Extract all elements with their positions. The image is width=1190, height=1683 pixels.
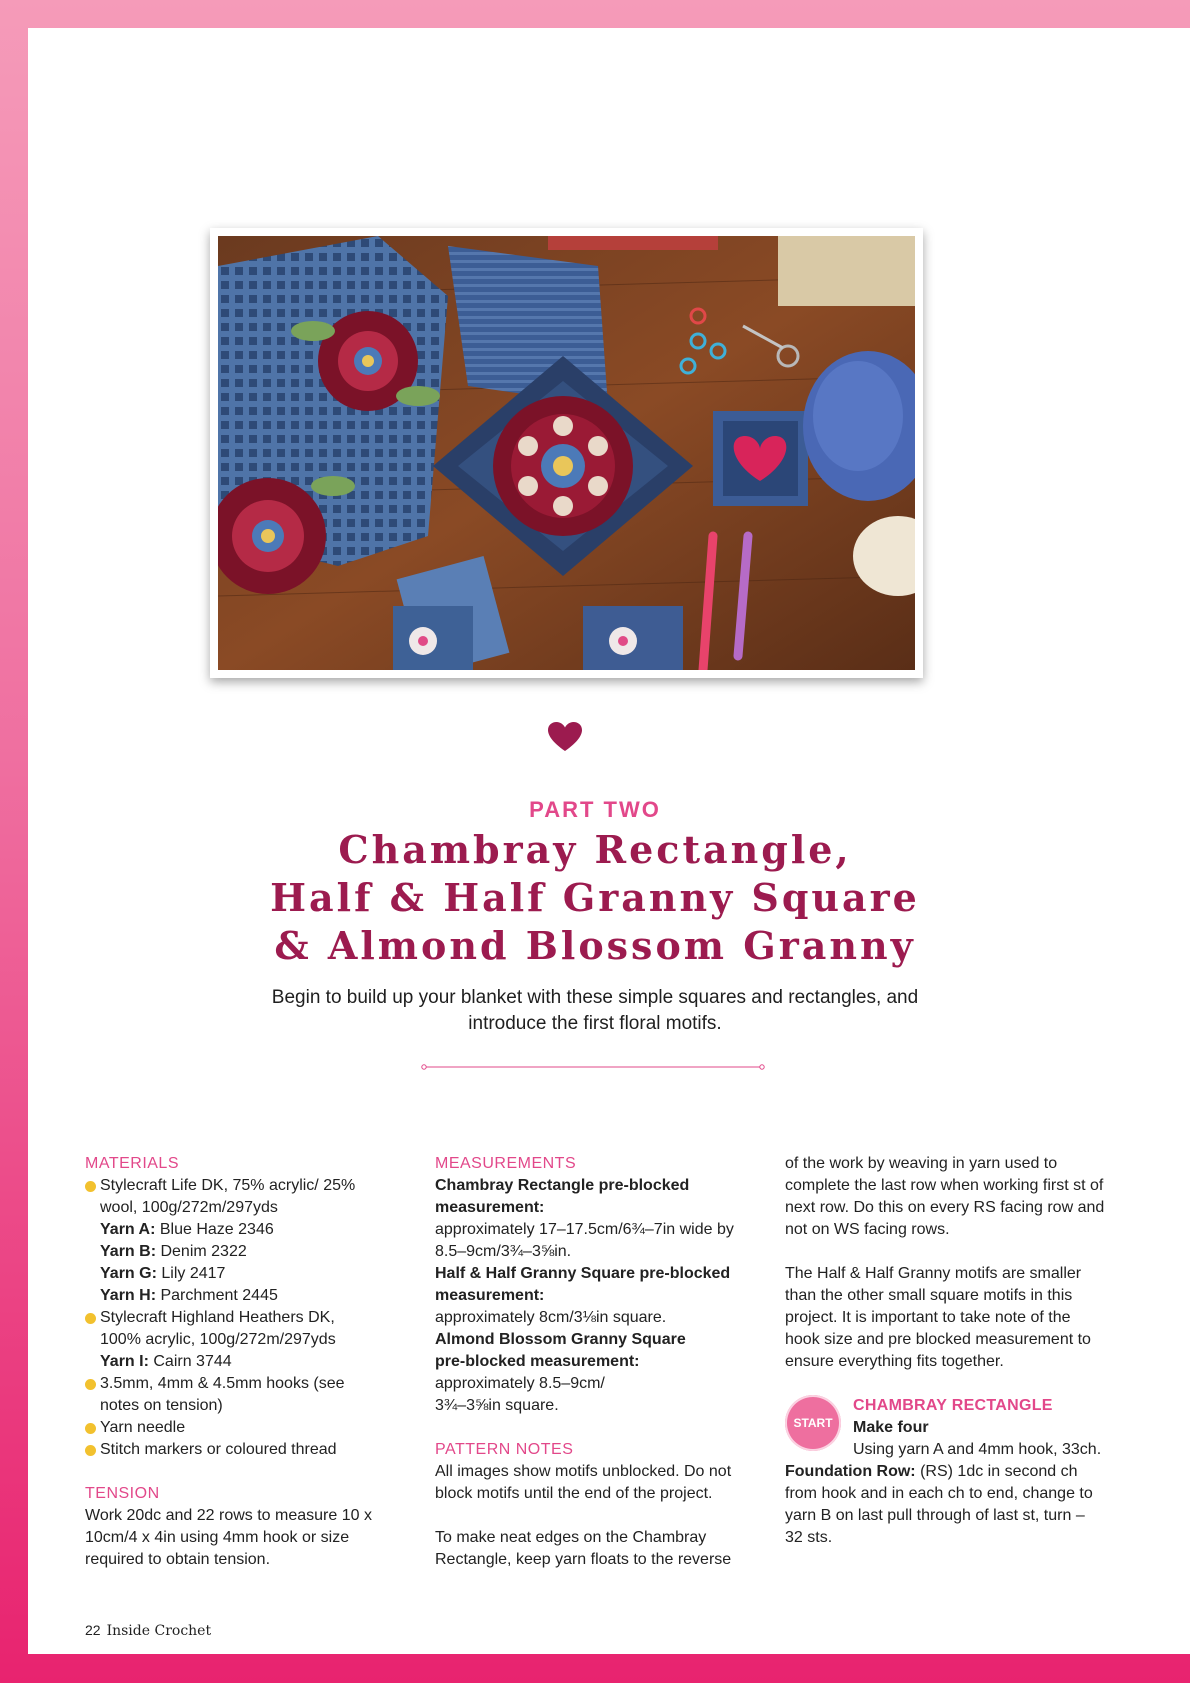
yarn-value: Parchment 2445 [160,1287,278,1304]
yarn-label: Yarn H: [100,1287,157,1304]
page-footer [85,1622,211,1639]
yarn-line [85,1285,375,1307]
tension-text: Work 20dc and 22 rows to measure 10 x 10cm/4 x 4in using 4mm hook or size required to obtain tension. [85,1507,372,1568]
start-badge: START [785,1395,841,1451]
tension-heading: TENSION [85,1485,160,1502]
measurement-label: Chambray Rectangle pre-blocked measurement: [435,1177,690,1216]
foundation-row [785,1461,1105,1549]
section-label: PART TWO [529,797,661,822]
material-text: Stylecraft Highland Heathers DK, 100% acrylic, 100g/272m/297yds [100,1309,336,1348]
title-line: Chambray Rectangle, [338,827,852,872]
foundation-text: (RS) 1dc in second ch from hook and in each ch to end, change to yarn B on last pull through of last st, turn – 32 sts. [785,1463,1093,1546]
foundation-label: Foundation Row: [785,1463,916,1480]
material-item [85,1175,375,1219]
chambray-subheading: Make four [853,1419,929,1436]
measurement-value: approximately 8cm/3⅛in square. [435,1309,667,1326]
bullet-dot [85,1313,96,1324]
measurement-label: Almond Blossom Granny Square pre-blocked measurement: [435,1331,686,1370]
intro-text: Begin to build up your blanket with these simple squares and rectangles, and introduce the first floral motifs. [271,987,919,1034]
bullet-dot [85,1181,96,1192]
yarn-line [85,1263,375,1285]
material-item [85,1417,375,1439]
page-number: 22 [85,1622,101,1638]
pattern-notes-paragraph: To make neat edges on the Chambray Rectangle, keep yarn floats to the reverse [435,1529,732,1568]
yarn-line [85,1219,375,1241]
article-title [0,826,1190,970]
yarn-label: Yarn I: [100,1353,149,1370]
yarn-line [85,1351,375,1373]
bullet-dot [85,1445,96,1456]
chambray-heading: CHAMBRAY RECTANGLE [853,1397,1053,1414]
crochet-motifs-photo [218,236,915,670]
chambray-instruction-text: Using yarn A and 4mm hook, 33ch. [853,1441,1102,1458]
photo-frame [210,228,923,678]
pattern-notes-heading: PATTERN NOTES [435,1441,574,1458]
measurement-value: approximately 17–17.5cm/6¾–7in wide by 8.5–9cm/3¾–3⅝in. [435,1221,734,1260]
chambray-heading-block [853,1395,1113,1439]
material-text: 3.5mm, 4mm & 4.5mm hooks (see notes on tension) [100,1375,345,1414]
yarn-value: Lily 2417 [161,1265,226,1282]
yarn-line [85,1241,375,1263]
title-line: & Almond Blossom Granny [274,923,916,968]
measurement-label: Half & Half Granny Square pre-blocked measurement: [435,1265,731,1304]
yarn-value: Blue Haze 2346 [159,1221,274,1238]
measurement-value: approximately 8.5–9cm/ 3¾–3⅝in square. [435,1375,605,1414]
yarn-label: Yarn B: [100,1243,157,1260]
chambray-section-header [785,1395,1105,1461]
material-text: Stitch markers or coloured thread [100,1441,337,1458]
yarn-value: Denim 2322 [160,1243,247,1260]
pattern-notes-paragraph: of the work by weaving in yarn used to complete the last row when working first st of next row. Do this on every RS facing row and not on WS facing rows. [785,1155,1105,1238]
magazine-name: Inside Crochet [106,1623,212,1639]
material-text: Yarn needle [100,1419,186,1436]
yarn-value: Cairn 3744 [153,1353,232,1370]
heart-icon [548,722,582,752]
bullet-dot [85,1379,96,1390]
title-line: Half & Half Granny Square [270,875,920,920]
materials-heading: MATERIALS [85,1155,179,1172]
divider [421,1064,765,1070]
pattern-notes-paragraph: The Half & Half Granny motifs are smaller than the other small square motifs in this project. It is important to take note of the hook size and pre blocked measurement to ensure everything fits together. [785,1265,1091,1370]
bullet-dot [85,1423,96,1434]
column-notes-continued [785,1153,1105,1549]
measurements-heading: MEASUREMENTS [435,1155,577,1172]
material-item [85,1373,375,1417]
material-item [85,1307,375,1351]
column-materials [85,1153,375,1571]
material-item [85,1439,375,1461]
material-text: Stylecraft Life DK, 75% acrylic/ 25% wool, 100g/272m/297yds [100,1177,356,1216]
pattern-notes-paragraph: All images show motifs unblocked. Do not block motifs until the end of the project. [435,1463,732,1502]
yarn-label: Yarn A: [100,1221,156,1238]
yarn-label: Yarn G: [100,1265,157,1282]
column-measurements [435,1153,755,1571]
